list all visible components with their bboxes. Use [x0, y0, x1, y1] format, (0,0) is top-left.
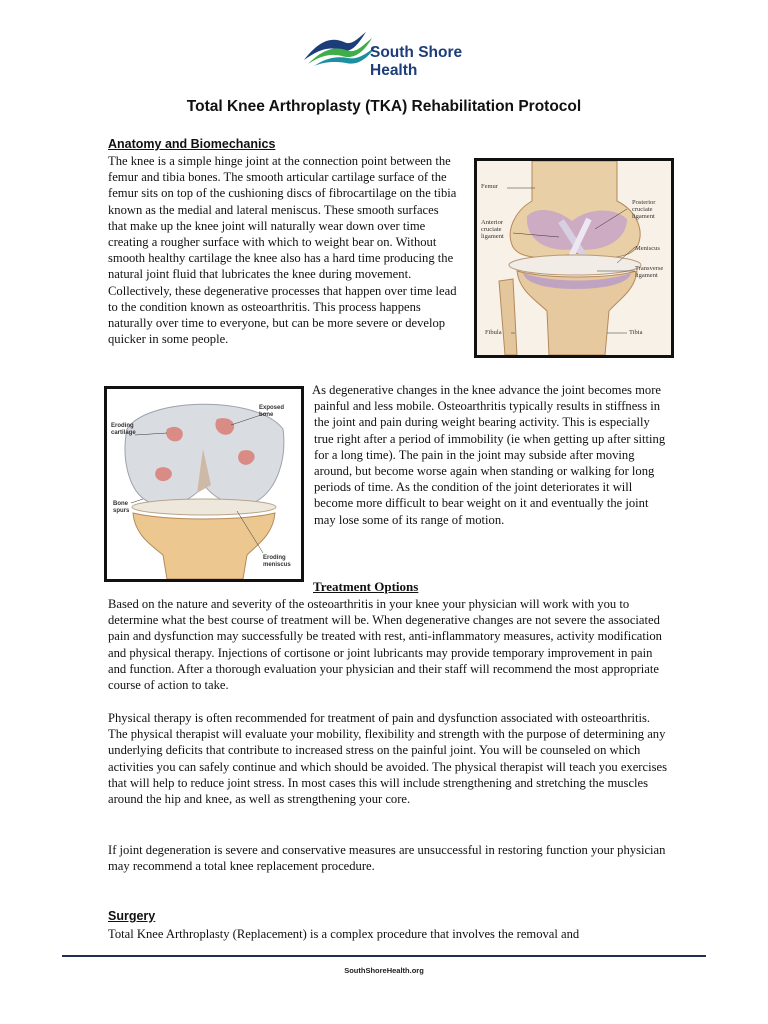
label-tibia: Tibia	[629, 329, 643, 336]
treatment-paragraph-1: Based on the nature and severity of the osteoarthritis in your knee your physician will work with you to determine what the best course of treatment will be. When degenerative changes are not severe the associated pain and dysfunction may successfully be treated with rest, anti-inflammatory measures, activity modification and physical therapy. Injections of cortisone or joint lubricants may provide temporary improvement in pain and function. After a thorough evaluation your physician and their staff will recommend the most appropriate course of action to take.	[108, 597, 662, 693]
label-posterior-cruciate: Posterior cruciate ligament	[632, 199, 656, 220]
label-eroding-cartilage: Eroding cartilage	[111, 423, 136, 436]
label-meniscus: Meniscus	[635, 245, 660, 252]
label-bone-spurs: Bone spurs	[113, 501, 130, 514]
logo-line-1: South Shore	[370, 44, 463, 61]
logo	[300, 26, 470, 88]
logo-swoosh-icon	[300, 28, 380, 68]
treatment-paragraph-2: Physical therapy is often recommended for treatment of pain and dysfunction associated with osteoarthritis. The physical therapist will evaluate your mobility, flexibility and strength with the purpose of determining any underlying deficits that contribute to increased stress on the painful joint. You will be counseled on which activities you can safely continue and which should be avoided. The physical therapist will teach you exercises that will help to reduce joint stress. In most cases this will include strengthening and stretching the muscles around the hip and knee, as well as strengthening your core.	[108, 711, 667, 807]
treatment-paragraph-3: If joint degeneration is severe and conservative measures are unsuccessful in restoring function your physician may recommend a total knee replacement procedure.	[108, 843, 666, 874]
treatment-heading: Treatment Options	[313, 579, 419, 594]
anatomy-paragraph: The knee is a simple hinge joint at the connection point between the femur and tibia bones. The smooth articular cartilage surface of the femur sits on top of the cushioning discs of fibrocartilage on the tibia known as the medial and lateral meniscus. These smooth surfaces that make up the knee joint will naturally wear down over time creating a rougher surface with which to weight bear on. Without smooth healthy cartilage the knee also has a hard time producing the natural joint fluid that lubricates the knee during movement. Collectively, these degenerative processes that happen over time lead to the condition known as osteoarthritis. This process happens naturally over time to everyone, but can be more severe or develop quicker in some people.	[108, 154, 457, 347]
footer-divider	[62, 955, 706, 957]
page-title: Total Knee Arthroplasty (TKA) Rehabilitation Protocol	[186, 98, 582, 115]
surgery-heading: Surgery	[108, 909, 156, 923]
osteoarthritis-figure	[104, 386, 304, 582]
knee-anatomy-figure	[474, 158, 674, 358]
label-eroding-meniscus: Eroding meniscus	[263, 555, 291, 568]
label-exposed-bone: Exposed bone	[259, 405, 285, 418]
anatomy-heading: Anatomy and Biomechanics	[108, 137, 276, 151]
label-transverse-ligament: Transverse ligament	[635, 265, 664, 279]
label-anterior-cruciate: Anterior cruciate ligament	[481, 219, 504, 240]
degenerative-paragraph: As degenerative changes in the knee advance the joint becomes more painful and less mobile. Osteoarthritis typically results in stiffness in the joint and pain during weight bearing activity. This is especially true right after a period of immobility (ie when getting up after sitting for a long time). The pain in the joint may subside after moving around, but become worse again when standing or walking for long periods of time. As the condition of the joint deteriorates it will become more difficult to bear weight on it and eventually the joint may lose some of its range of motion.	[312, 383, 666, 527]
knee-anatomy-illustration	[477, 161, 671, 355]
footer-url[interactable]: SouthShoreHealth.org	[344, 966, 424, 975]
label-femur: Femur	[481, 183, 498, 190]
surgery-paragraph: Total Knee Arthroplasty (Replacement) is a complex procedure that involves the removal and	[108, 927, 580, 941]
logo-line-2: Health	[370, 62, 418, 79]
label-fibula: Fibula	[485, 329, 502, 336]
